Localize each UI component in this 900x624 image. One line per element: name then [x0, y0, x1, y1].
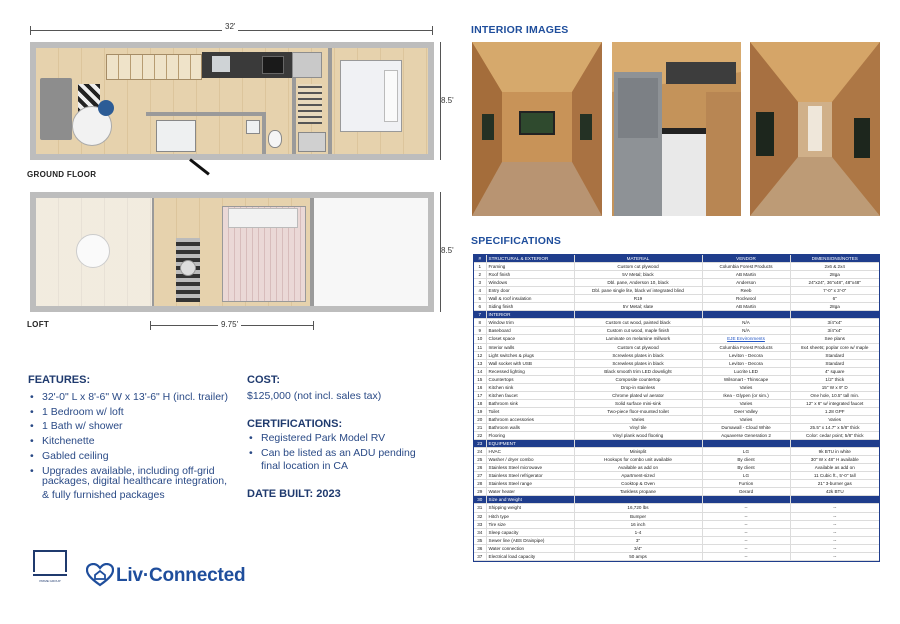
features-list: [28, 390, 228, 478]
spec-cell-material: Custom cut plywood: [574, 343, 702, 351]
spec-cell-notes: Available as add on: [790, 464, 879, 472]
spec-cell-item: Water heater: [486, 488, 574, 496]
shower: [156, 120, 196, 152]
feature-item: • 32'-0" L x 8'-6" W x 13'-6" H (incl. trailer): [28, 390, 228, 405]
spec-cell-vendor: Reeb: [702, 287, 790, 295]
spec-row: [474, 295, 879, 303]
spec-cell-notes: Standard: [790, 359, 879, 367]
spec-cell-material: Cooktop & Oven: [574, 480, 702, 488]
spec-table-body: [474, 263, 879, 561]
spec-cell-vendor: Wilsonart - Thinscape: [702, 375, 790, 383]
spec-row: [474, 520, 879, 528]
spec-row: [474, 528, 879, 536]
spec-row: [474, 391, 879, 399]
spec-cell-num: 23: [474, 440, 486, 448]
spec-col-dimensions: DIMENSIONS/NOTES: [790, 255, 879, 263]
loft-plan: [30, 192, 434, 312]
spec-cell-num: 14: [474, 367, 486, 375]
spec-cell-item: Tire size: [486, 520, 574, 528]
spec-cell-material: Custom cut wood, maple finish: [574, 327, 702, 335]
spec-cell-vendor: --: [702, 528, 790, 536]
spec-cell-notes: [790, 311, 879, 319]
cost-title: COST:: [247, 374, 280, 386]
spec-row: [474, 448, 879, 456]
spec-cell-item: Wall socket with USB: [486, 359, 574, 367]
spec-row: [474, 319, 879, 327]
spec-cell-num: 2: [474, 271, 486, 279]
spec-cell-item: Closet space: [486, 335, 574, 343]
cooktop: [262, 56, 284, 74]
interior-photo-hallway: [750, 42, 880, 216]
spec-col-material: MATERIAL: [574, 255, 702, 263]
spec-cell-num: 20: [474, 415, 486, 423]
heart-house-icon: [86, 563, 114, 587]
spec-row: [474, 279, 879, 287]
spec-cell-vendor: --: [702, 536, 790, 544]
certification-item-cont: final location in CA: [261, 460, 348, 472]
pillows: [384, 70, 398, 122]
spec-col-vendor: VENDOR: [702, 255, 790, 263]
closet: [298, 84, 322, 124]
spec-cell-num: 30: [474, 496, 486, 504]
spec-row: [474, 383, 879, 391]
spec-cell-material: 50 amps: [574, 552, 702, 560]
spec-row: [474, 407, 879, 415]
loft-length-tick-left: [150, 321, 151, 330]
spec-cell-num: 11: [474, 343, 486, 351]
spec-row: [474, 480, 879, 488]
spec-cell-num: 12: [474, 351, 486, 359]
spec-cell-material: Chrome plated w/ aerator: [574, 391, 702, 399]
spec-cell-material: Varies: [574, 415, 702, 423]
spec-cell-notes: Standard: [790, 351, 879, 359]
spec-cell-notes: Varies: [790, 415, 879, 423]
spec-section-row: [474, 440, 879, 448]
spec-cell-vendor: [702, 440, 790, 448]
spec-cell-notes: 1/2" thick: [790, 375, 879, 383]
spec-cell-notes: 30" W x 48" H available: [790, 456, 879, 464]
spec-cell-vendor: LG: [702, 448, 790, 456]
spec-cell-vendor: [702, 311, 790, 319]
spec-cell-vendor: Lucrite LED: [702, 367, 790, 375]
spec-cell-item: Framing: [486, 263, 574, 271]
spec-cell-notes: --: [790, 552, 879, 560]
spec-cell-notes: --: [790, 536, 879, 544]
entry-door: [189, 158, 210, 175]
spec-cell-item: Entry door: [486, 287, 574, 295]
spec-cell-num: 37: [474, 552, 486, 560]
spec-cell-notes: --: [790, 528, 879, 536]
washer: [298, 132, 326, 152]
spec-cell-material: Laminate on melamine millwork: [574, 335, 702, 343]
spec-section-row: [474, 496, 879, 504]
spec-cell-num: 27: [474, 472, 486, 480]
specifications-table: [473, 254, 880, 562]
spec-cell-vendor: --: [702, 512, 790, 520]
length-dimension-tick-left: [30, 26, 31, 35]
spec-cell-num: 9: [474, 327, 486, 335]
spec-cell-notes: See plans: [790, 335, 879, 343]
loft-side-table: [180, 260, 196, 276]
spec-cell-item: Hitch type: [486, 512, 574, 520]
spec-cell-item: Interior walls: [486, 343, 574, 351]
spec-cell-num: 28: [474, 480, 486, 488]
spec-cell-item: Stainless Steel range: [486, 480, 574, 488]
spec-cell-vendor: Aquaverse Generation 2: [702, 432, 790, 440]
spec-cell-material: Two-piece floor-mounted toilet: [574, 407, 702, 415]
spec-row: [474, 263, 879, 271]
spec-cell-item: Window trim: [486, 319, 574, 327]
ground-width-label: 8.5': [441, 96, 454, 105]
spec-cell-item: Stainless Steel microwave: [486, 464, 574, 472]
spec-row: [474, 303, 879, 311]
spec-row: [474, 488, 879, 496]
spec-cell-vendor: Columbia Forest Products: [702, 263, 790, 271]
spec-cell-material: Dbl. pane single lite, black w/ integrated blind: [574, 287, 702, 295]
ground-floor-label: GROUND FLOOR: [27, 170, 97, 179]
spec-cell-num: 31: [474, 504, 486, 512]
spec-cell-vendor: Varies: [702, 415, 790, 423]
spec-cell-num: 25: [474, 456, 486, 464]
spec-cell-material: [574, 440, 702, 448]
sofa: [40, 78, 72, 140]
spec-cell-vendor: Deer Valley: [702, 407, 790, 415]
spec-row: [474, 552, 879, 560]
spec-cell-material: 1-4: [574, 528, 702, 536]
feature-item: • 1 Bath w/ shower: [28, 419, 228, 434]
spec-cell-material: Black smooth trim LED downlight: [574, 367, 702, 375]
spec-cell-material: Minisplit: [574, 448, 702, 456]
spec-cell-material: Vinyl plank wood flooring: [574, 432, 702, 440]
spec-cell-num: 34: [474, 528, 486, 536]
loft-length-tick-right: [313, 321, 314, 330]
spec-cell-num: 26: [474, 464, 486, 472]
spec-col-num: #: [474, 255, 486, 263]
spec-cell-vendor: Columbia Forest Products: [702, 343, 790, 351]
spec-cell-vendor: --: [702, 520, 790, 528]
spec-cell-item: Kitchen faucet: [486, 391, 574, 399]
spec-row: [474, 504, 879, 512]
certifications-title: CERTIFICATIONS:: [247, 418, 343, 430]
spec-cell-num: 19: [474, 407, 486, 415]
spec-cell-vendor: Rockwool: [702, 295, 790, 303]
spec-cell-material: Vinyl tile: [574, 423, 702, 431]
kitchen-sink: [212, 56, 230, 72]
spec-cell-item: Recessed lighting: [486, 367, 574, 375]
spec-cell-notes: 8x4 sheets; poplar core w/ maple: [790, 343, 879, 351]
spec-cell-item: Size and Weight: [486, 496, 574, 504]
spec-cell-vendor: Gerard: [702, 488, 790, 496]
interior-photo-living: [472, 42, 602, 216]
spec-cell-item: Baseboard: [486, 327, 574, 335]
spec-cell-item: Sewer line (ABS Drainpipe): [486, 536, 574, 544]
spec-cell-vendor: AB Martin: [702, 271, 790, 279]
spec-row: [474, 287, 879, 295]
certifications-list: [247, 431, 416, 460]
spec-cell-notes: 6": [790, 295, 879, 303]
spec-cell-material: Custom cut wood, painted black: [574, 319, 702, 327]
bathroom-sink: [246, 120, 260, 134]
feature-item: • Gabled ceiling: [28, 449, 228, 464]
spec-row: [474, 456, 879, 464]
spec-cell-num: 24: [474, 448, 486, 456]
spec-cell-num: 29: [474, 488, 486, 496]
feature-item: • 1 Bedroom w/ loft: [28, 405, 228, 420]
spec-cell-vendor: --: [702, 544, 790, 552]
spec-cell-num: 6: [474, 303, 486, 311]
spec-cell-material: Available as add on: [574, 464, 702, 472]
spec-cell-item: Light switches & plugs: [486, 351, 574, 359]
spec-cell-item: Kitchen sink: [486, 383, 574, 391]
spec-cell-num: 4: [474, 287, 486, 295]
spec-cell-vendor: Dumawall - Cloud White: [702, 423, 790, 431]
spec-cell-notes: 3/4"x4": [790, 327, 879, 335]
length-dimension-label: 32': [222, 22, 238, 31]
spec-cell-num: 13: [474, 359, 486, 367]
fridge: [292, 52, 322, 78]
loft-length-label: 9.75': [218, 320, 241, 329]
feature-item: • Kitchenette: [28, 434, 228, 449]
spec-cell-material: Drop-in stainless: [574, 383, 702, 391]
spec-cell-material: 5V Metal; black: [574, 271, 702, 279]
spec-cell-notes: One hole, 10.5" tall min.: [790, 391, 879, 399]
spec-cell-notes: --: [790, 520, 879, 528]
spec-cell-notes: 11 Cubic ft., 5'-0" tall: [790, 472, 879, 480]
spec-cell-material: R19: [574, 295, 702, 303]
spec-cell-notes: 2x6 & 2x4: [790, 263, 879, 271]
spec-row: [474, 512, 879, 520]
spec-cell-item: Roof finish: [486, 271, 574, 279]
spec-cell-notes: --: [790, 544, 879, 552]
spec-cell-item: Toilet: [486, 407, 574, 415]
spec-cell-item: Sleep capacity: [486, 528, 574, 536]
spec-row: [474, 335, 879, 343]
spec-cell-notes: [790, 496, 879, 504]
spec-cell-material: 16 inch: [574, 520, 702, 528]
ground-floor-plan: [30, 42, 434, 160]
spec-cell-vendor: AB Martin: [702, 303, 790, 311]
spec-cell-vendor: [702, 335, 790, 343]
spec-cell-material: [574, 496, 702, 504]
spec-cell-notes: --: [790, 504, 879, 512]
chair: [98, 100, 114, 116]
spec-cell-item: HVAC: [486, 448, 574, 456]
spec-row: [474, 472, 879, 480]
spec-row: [474, 423, 879, 431]
spec-cell-notes: 9k BTU in white: [790, 448, 879, 456]
spec-cell-num: 5: [474, 295, 486, 303]
interior-images-heading: INTERIOR IMAGES: [471, 24, 569, 36]
spec-cell-notes: [790, 440, 879, 448]
toilet: [268, 130, 282, 148]
spec-cell-num: 17: [474, 391, 486, 399]
stairs: [106, 54, 202, 80]
spec-cell-item: Bathroom accessories: [486, 415, 574, 423]
spec-row: [474, 544, 879, 552]
spec-cell-item: Wall & roof insulation: [486, 295, 574, 303]
spec-cell-item: Flooring: [486, 432, 574, 440]
spec-cell-notes: --: [790, 512, 879, 520]
spec-cell-item: Water connection: [486, 544, 574, 552]
spec-cell-vendor: N/A: [702, 319, 790, 327]
length-dimension-tick-right: [432, 26, 433, 35]
spec-col-structural: STRUCTURAL & EXTERIOR: [486, 255, 574, 263]
spec-cell-vendor: Varies: [702, 399, 790, 407]
spec-cell-material: Dbl. pane, Anderson 10, black: [574, 279, 702, 287]
spec-cell-num: 7: [474, 311, 486, 319]
spec-cell-vendor: --: [702, 552, 790, 560]
spec-cell-material: 5V Metal; slate: [574, 303, 702, 311]
features-title: FEATURES:: [28, 374, 91, 386]
spec-cell-num: 1: [474, 263, 486, 271]
spec-cell-notes: 7'-0" x 3'-0": [790, 287, 879, 295]
spec-cell-vendor: By client: [702, 456, 790, 464]
loft-width-label: 8.5': [441, 246, 454, 255]
spec-cell-num: 36: [474, 544, 486, 552]
spec-row: [474, 415, 879, 423]
spec-cell-vendor: N/A: [702, 327, 790, 335]
spec-cell-num: 32: [474, 512, 486, 520]
spec-row: [474, 327, 879, 335]
spec-cell-notes: 3/4"x4": [790, 319, 879, 327]
spec-cell-material: Composite countertop: [574, 375, 702, 383]
spec-row: [474, 343, 879, 351]
spec-cell-notes: 25.5" x 14.7" x 5/8" thick: [790, 423, 879, 431]
interior-photo-kitchen: [612, 42, 741, 216]
spec-row: [474, 464, 879, 472]
spec-cell-num: 15: [474, 375, 486, 383]
spec-row: [474, 399, 879, 407]
spec-cell-item: Countertops: [486, 375, 574, 383]
spec-cell-notes: 21" 3-burner gas: [790, 480, 879, 488]
spec-cell-notes: 12" x 6" w/ integrated faucet: [790, 399, 879, 407]
spec-cell-num: 22: [474, 432, 486, 440]
spec-cell-item: INTERIOR: [486, 311, 574, 319]
spec-cell-vendor: Varies: [702, 383, 790, 391]
spec-cell-num: 3: [474, 279, 486, 287]
spec-cell-notes: 4" square: [790, 367, 879, 375]
spec-cell-num: 18: [474, 399, 486, 407]
spec-row: [474, 375, 879, 383]
loft-label: LOFT: [27, 320, 50, 329]
spec-cell-item: Bathroom sink: [486, 399, 574, 407]
spec-cell-item: Bathroom walls: [486, 423, 574, 431]
spec-cell-material: Screwless plates in black: [574, 359, 702, 367]
spec-cell-vendor: Leviton - Decora: [702, 351, 790, 359]
spec-cell-num: 33: [474, 520, 486, 528]
spec-cell-notes: 1.28 GPF: [790, 407, 879, 415]
spec-cell-material: Bumper: [574, 512, 702, 520]
spec-cell-notes: 28ga: [790, 303, 879, 311]
feature-item-cont-1: packages, digital healthcare integration,: [42, 475, 228, 487]
spec-row: [474, 271, 879, 279]
spec-cell-num: 21: [474, 423, 486, 431]
spec-row: [474, 351, 879, 359]
spec-cell-material: Custom cut plywood: [574, 263, 702, 271]
certification-item: • Can be listed as an ADU pending: [247, 446, 416, 461]
spec-row: [474, 359, 879, 367]
specifications-heading: SPECIFICATIONS: [471, 235, 562, 247]
spec-cell-notes: Color: cedar point; 5/8" thick: [790, 432, 879, 440]
spec-cell-material: Solid surface mini-sink: [574, 399, 702, 407]
spec-cell-item: Siding finish: [486, 303, 574, 311]
spec-cell-vendor: Furrion: [702, 480, 790, 488]
spec-cell-material: [574, 311, 702, 319]
spec-cell-vendor: By client: [702, 464, 790, 472]
spec-row: [474, 536, 879, 544]
spec-cell-item: Windows: [486, 279, 574, 287]
spec-cell-vendor: LG: [702, 472, 790, 480]
prime-group-logo-text: PRIME GROUP: [39, 579, 61, 583]
cost-value: $125,000 (not incl. sales tax): [247, 390, 382, 402]
spec-cell-material: 3/4": [574, 544, 702, 552]
spec-cell-material: 3": [574, 536, 702, 544]
spec-cell-num: 35: [474, 536, 486, 544]
liv-connected-logo-text: Liv·Connected: [116, 565, 246, 586]
spec-cell-vendor: Anderson: [702, 279, 790, 287]
spec-cell-vendor: [702, 496, 790, 504]
spec-cell-num: 8: [474, 319, 486, 327]
spec-cell-vendor: --: [702, 504, 790, 512]
spec-cell-material: Hookups for combo unit available: [574, 456, 702, 464]
date-built: DATE BUILT: 2023: [247, 488, 341, 500]
spec-cell-item: EQUIPMENT: [486, 440, 574, 448]
spec-cell-vendor: Ikea - Glypen (or sim.): [702, 391, 790, 399]
feature-item-cont-2: & fully furnished packages: [42, 489, 165, 501]
spec-header-row: [474, 255, 879, 263]
spec-cell-notes: 24"x24", 36"x48", 48"x48": [790, 279, 879, 287]
vendor-link[interactable]: EJE Environments: [727, 336, 765, 342]
spec-cell-material: Tankless propane: [574, 488, 702, 496]
spec-row: [474, 367, 879, 375]
spec-cell-vendor: Leviton - Decora: [702, 359, 790, 367]
spec-cell-num: 10: [474, 335, 486, 343]
spec-row: [474, 432, 879, 440]
spec-cell-item: Stainless Steel refrigerator: [486, 472, 574, 480]
spec-cell-notes: 42k BTU: [790, 488, 879, 496]
spec-section-row: [474, 311, 879, 319]
spec-cell-notes: 28ga: [790, 271, 879, 279]
spec-cell-notes: 15" W x 9" D: [790, 383, 879, 391]
spec-cell-num: 16: [474, 383, 486, 391]
loft-pillows: [228, 208, 298, 228]
spec-cell-item: Electrical load capacity: [486, 552, 574, 560]
feature-item: • Upgrades available, including off-grid: [28, 464, 228, 479]
spec-cell-item: Shipping weight: [486, 504, 574, 512]
spec-cell-material: 16,720 lbs: [574, 504, 702, 512]
spec-cell-material: Screwless plates in black: [574, 351, 702, 359]
spec-cell-item: Washer / dryer combo: [486, 456, 574, 464]
certification-item: • Registered Park Model RV: [247, 431, 416, 446]
spec-cell-material: Apartment-sized: [574, 472, 702, 480]
